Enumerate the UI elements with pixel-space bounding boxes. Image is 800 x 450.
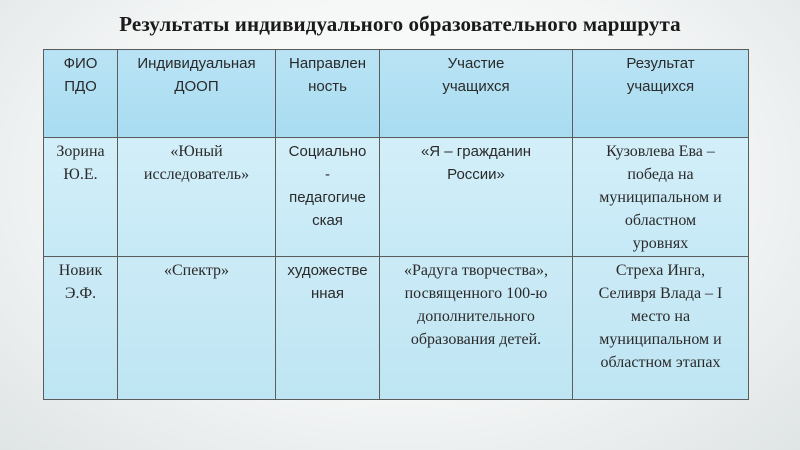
cell-direction: Социально - педагогиче ская	[276, 138, 380, 257]
cell-program: «Спектр»	[118, 257, 276, 400]
cell-direction: художестве нная	[276, 257, 380, 400]
header-result: Результат учащихся	[573, 50, 749, 138]
results-table	[43, 49, 749, 400]
cell-program: «Юный исследователь»	[118, 138, 276, 257]
header-participation: Участие учащихся	[380, 50, 573, 138]
cell-participation: «Я – гражданин России»	[380, 138, 573, 257]
cell-result: Кузовлева Ева – победа на муниципальном и областном уровнях	[573, 138, 749, 257]
table-row	[44, 138, 749, 257]
table-header-row	[44, 50, 749, 138]
cell-fio: Новик Э.Ф.	[44, 257, 118, 400]
cell-result: Стреха Инга, Селивря Влада – I место на муниципальном и областном этапах	[573, 257, 749, 400]
cell-participation: «Радуга творчества», посвященного 100-ю дополнительного образования детей.	[380, 257, 573, 400]
slide-title: Результаты индивидуального образовательного маршрута	[119, 12, 681, 36]
header-direction: Направлен ность	[276, 50, 380, 138]
cell-fio: Зорина Ю.Е.	[44, 138, 118, 257]
header-fio: ФИО ПДО	[44, 50, 118, 138]
table-row	[44, 257, 749, 400]
header-program: Индивидуальная ДООП	[118, 50, 276, 138]
